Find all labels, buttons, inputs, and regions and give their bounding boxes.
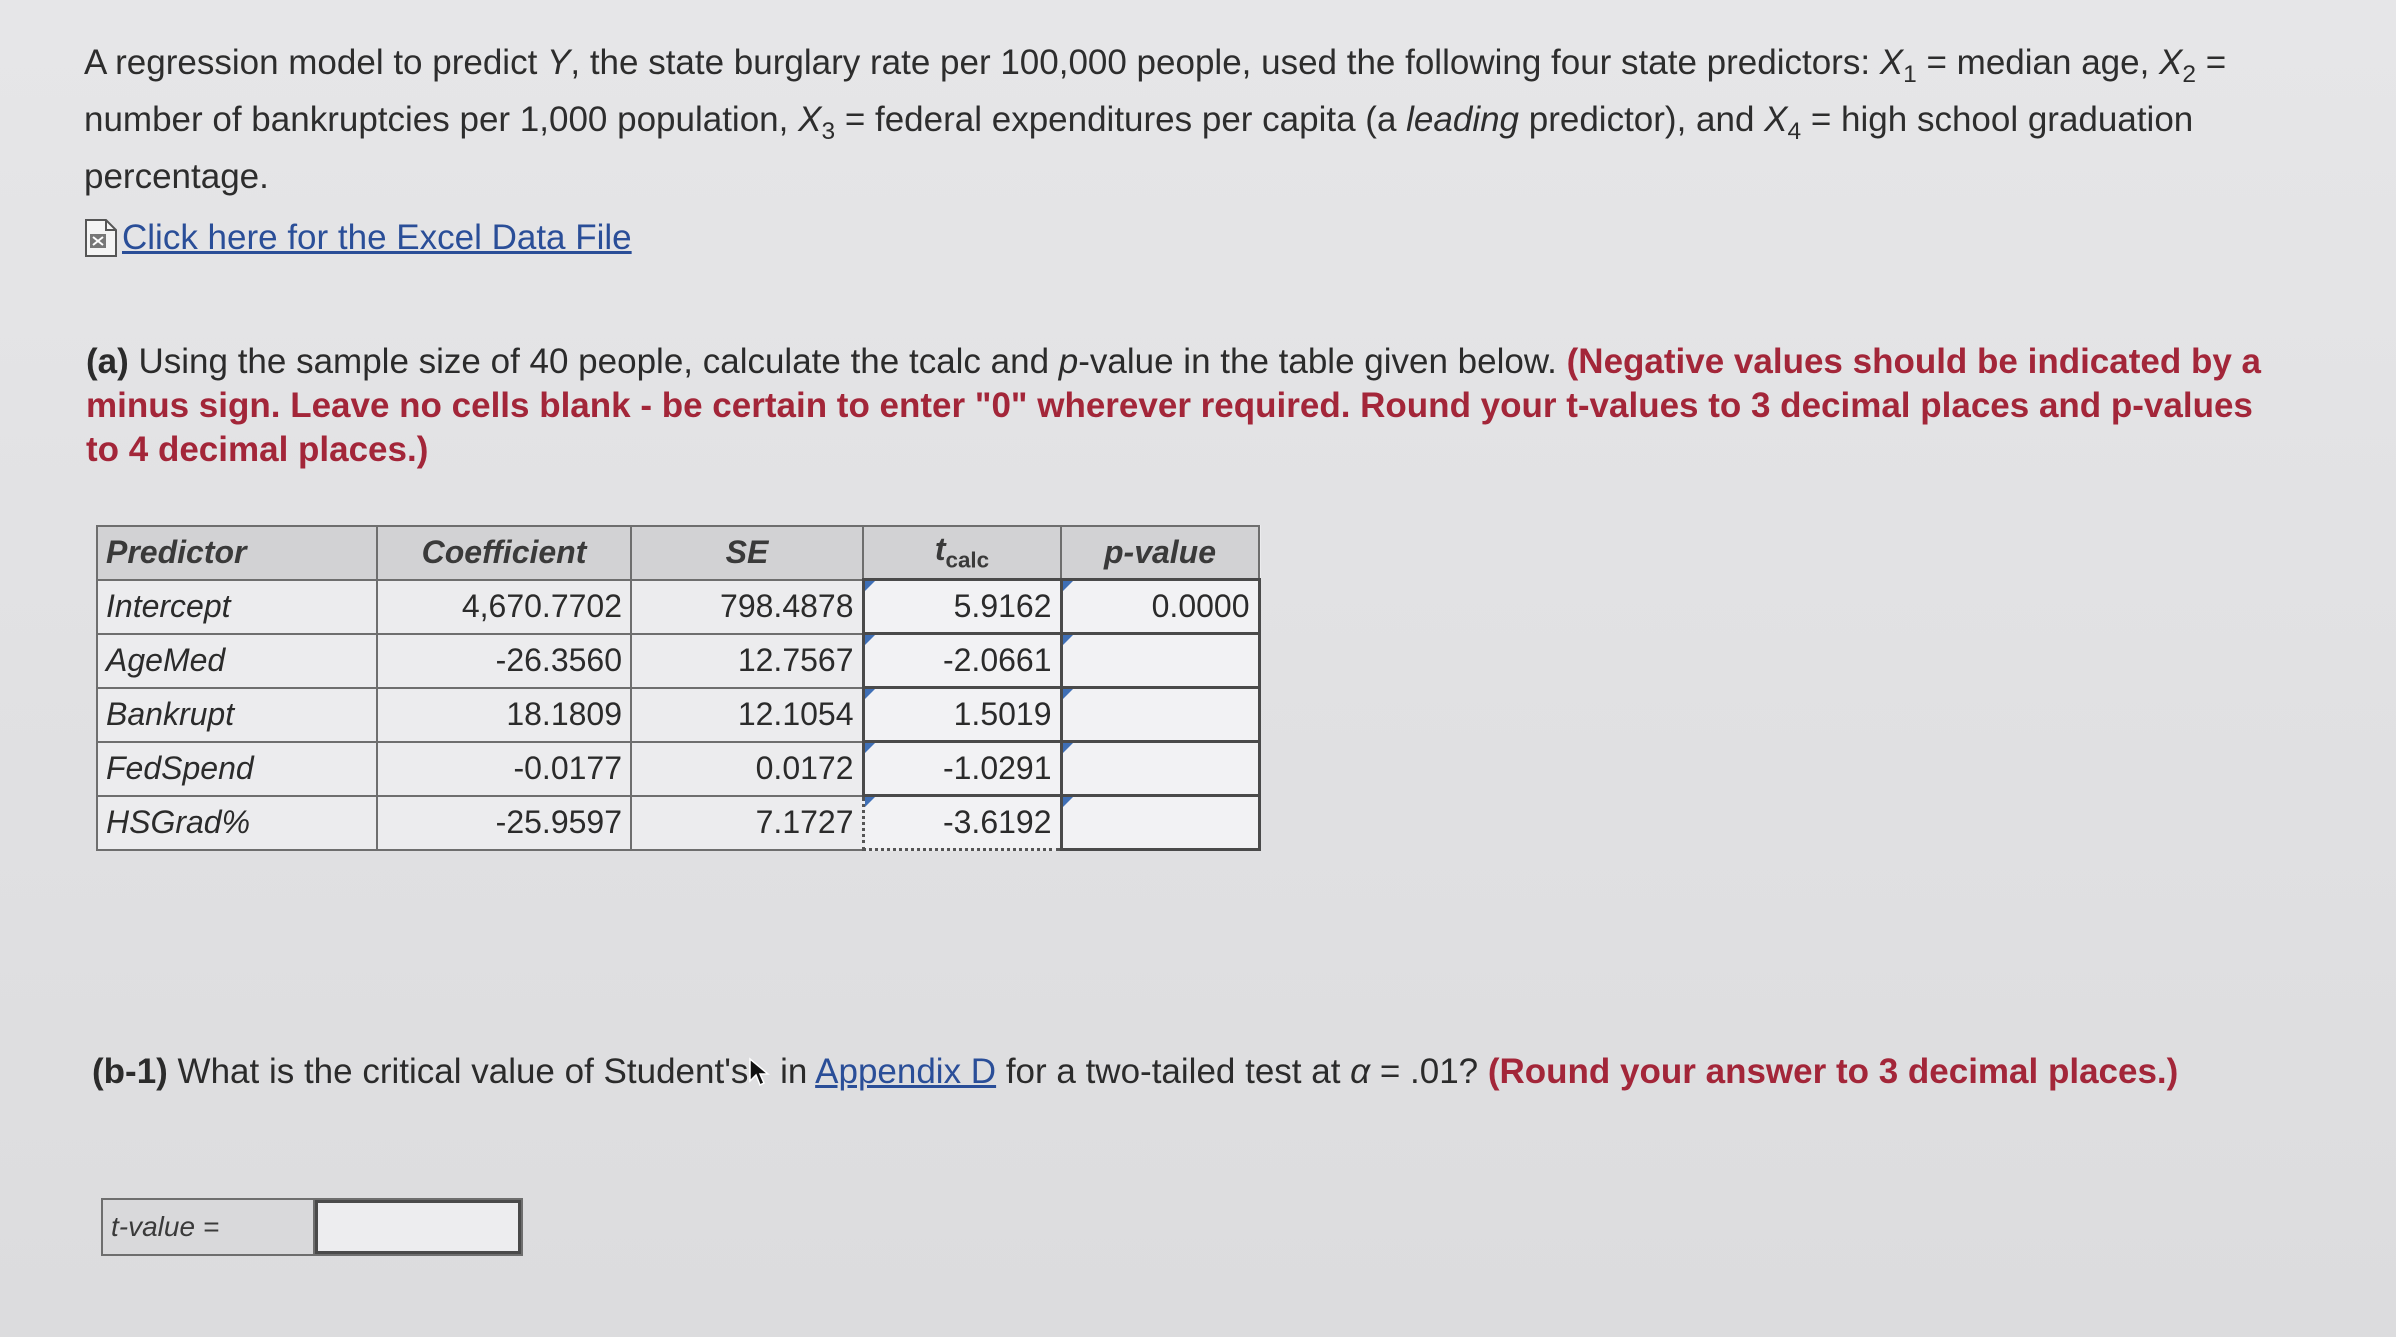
header-se: SE [631,526,863,580]
t-value-input[interactable] [315,1200,521,1254]
pvalue-input[interactable]: 0.0000 [1061,580,1259,634]
predictor-cell: FedSpend [97,742,377,796]
pvalue-input[interactable] [1061,742,1259,796]
coefficient-cell: -0.0177 [377,742,631,796]
pvalue-input[interactable] [1061,634,1259,688]
table-header-row [97,526,1259,580]
table-row [97,634,1259,688]
se-cell: 12.1054 [631,688,863,742]
pvalue-input[interactable] [1061,688,1259,742]
predictor-cell: HSGrad% [97,796,377,850]
se-cell: 0.0172 [631,742,863,796]
part-a-question: (a) Using the sample size of 40 people, calculate the tcalc and p-value in the table given below. (Negative values should be indicated by a minus sign. Leave no cells blank - be certain to enter "0" wherever required. Round your t-values to 3 decimal places and p-values to 4 decimal places.) [86,342,2262,469]
header-coefficient: Coefficient [377,526,631,580]
se-cell: 798.4878 [631,580,863,634]
header-pvalue: p-value [1061,526,1259,580]
excel-file-icon [84,218,118,258]
tcalc-input[interactable]: 5.9162 [863,580,1061,634]
se-cell: 7.1727 [631,796,863,850]
appendix-d-link[interactable]: Appendix D [815,1052,997,1091]
part-b1-instruction: (Round your answer to 3 decimal places.) [1487,1052,2179,1091]
coefficient-cell: -26.3560 [377,634,631,688]
mouse-cursor-icon [748,1056,770,1086]
table-row [97,580,1259,634]
excel-data-file-link[interactable] [84,218,632,258]
t-value-answer-row [101,1198,523,1256]
part-a-instruction: (Negative values should be indicated by a minus sign. Leave no cells blank - be certain to enter "0" wherever required. Round your t-values to 3 decimal places and p-values to 4 decimal places.) [86,342,2262,469]
t-value-label: t-value = [103,1200,315,1254]
problem-intro: A regression model to predict Y, the state burglary rate per 100,000 people, used the following four state predictors: $X_1$ = median age, $X_2$ = number of bankruptcies per 1,000 population, $X_3$ = federal expenditures per capita (a leading predictor), and $X_4$ = high school graduation percentage. [84,43,2227,196]
tcalc-input[interactable]: -2.0661 [863,634,1061,688]
header-tcalc: $t_{calc}$ [863,526,1061,580]
tcalc-input[interactable]: 1.5019 [863,688,1061,742]
predictor-cell: Bankrupt [97,688,377,742]
table-row [97,742,1259,796]
se-cell: 12.7567 [631,634,863,688]
coefficient-cell: 18.1809 [377,688,631,742]
pvalue-input[interactable] [1061,796,1259,850]
regression-table [96,525,1261,851]
header-predictor: Predictor [97,526,377,580]
table-row [97,688,1259,742]
coefficient-cell: -25.9597 [377,796,631,850]
tcalc-input[interactable]: -3.6192 [863,796,1061,850]
coefficient-cell: 4,670.7702 [377,580,631,634]
tcalc-input[interactable]: -1.0291 [863,742,1061,796]
predictor-cell: AgeMed [97,634,377,688]
table-row [97,796,1259,850]
part-b1-question: (b-1) What is the critical value of Student's in Appendix D for a two-tailed test at α = .01? (Round your answer to 3 decimal places.) [92,1052,2179,1091]
predictor-cell: Intercept [97,580,377,634]
excel-link-label[interactable]: Click here for the Excel Data File [122,218,632,257]
